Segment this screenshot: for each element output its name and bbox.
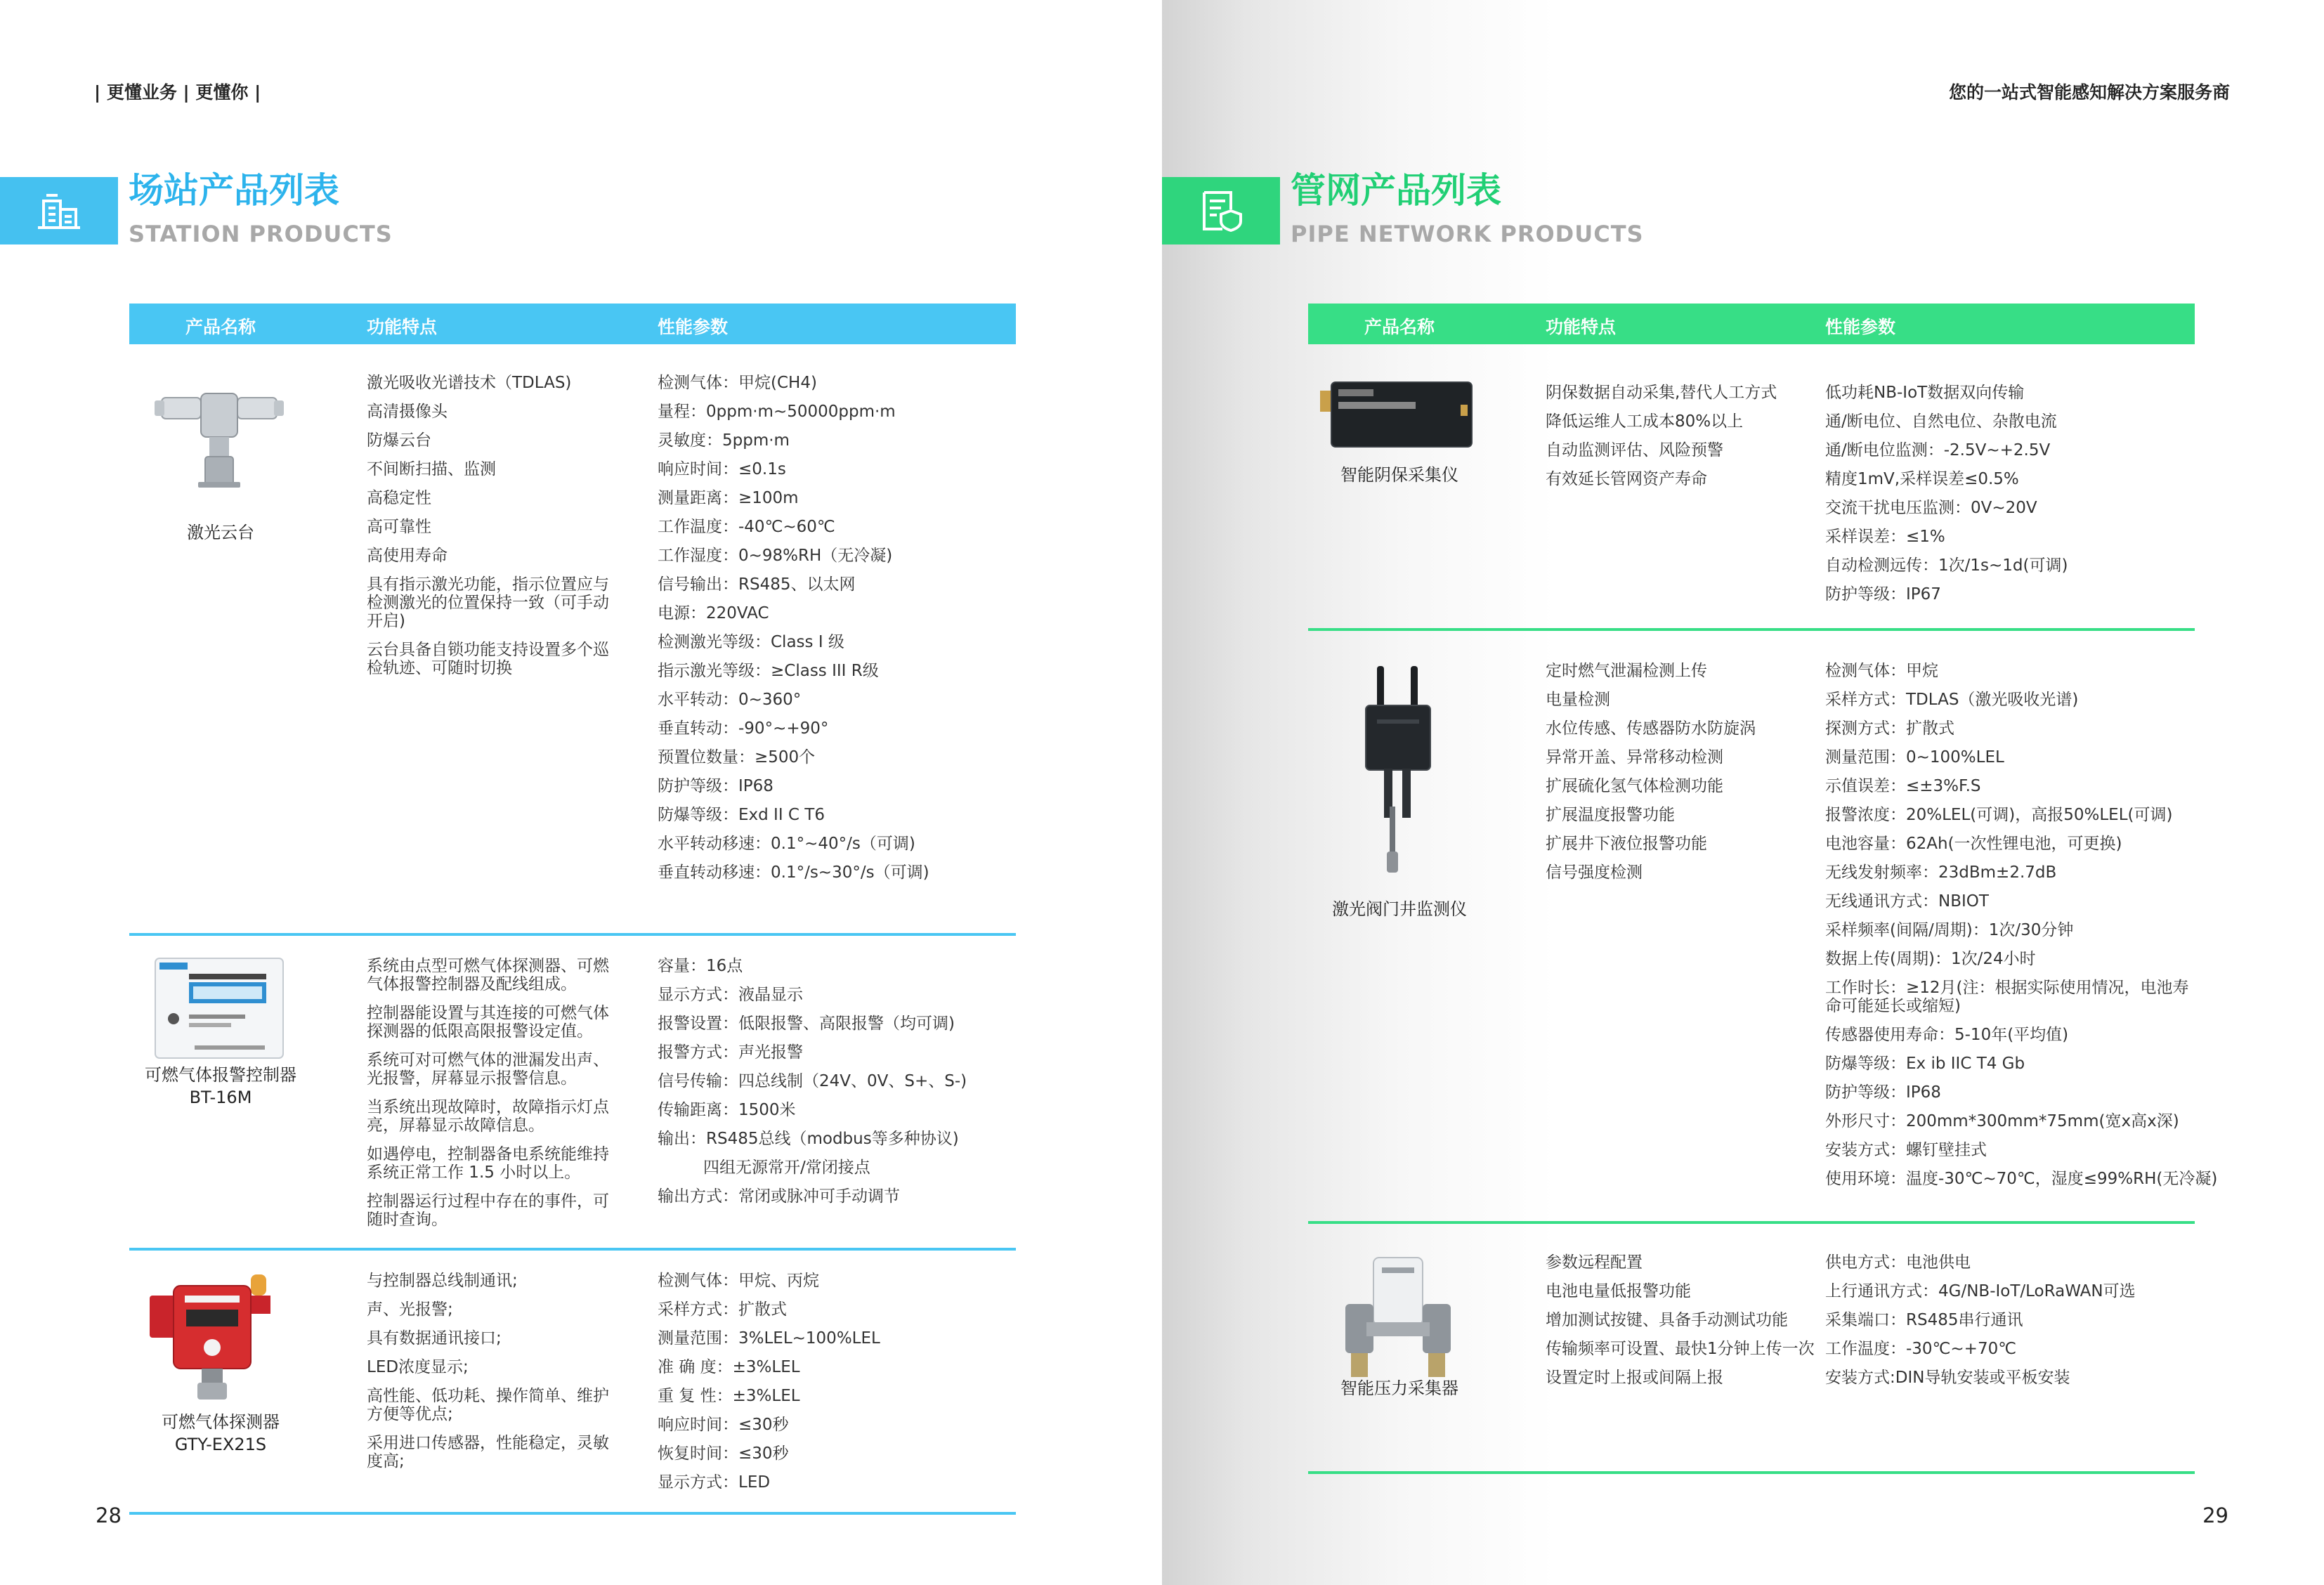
spec-list — [1825, 1253, 2195, 1397]
spec-item: 传输距离：1500米 — [658, 1101, 796, 1119]
spec-item: 测量范围：0~100%LEL — [1825, 748, 2004, 767]
feature-item: 增加测试按键、具备手动测试功能 — [1546, 1311, 1788, 1329]
spec-item: 显示方式：液晶显示 — [658, 986, 803, 1004]
feature-item: 自动监测评估、风险预警 — [1546, 441, 1723, 459]
spec-item: 通/断电位、自然电位、杂散电流 — [1825, 412, 2057, 431]
spec-item: 探测方式：扩散式 — [1825, 719, 1954, 738]
spec-item: 输出方式：常闭或脉冲可手动调节 — [658, 1187, 900, 1206]
product-model: BT-16M — [189, 1088, 252, 1107]
feature-item: 系统可对可燃气体的泄漏发出声、光报警，屏幕显示报警信息。 — [367, 1051, 609, 1088]
feature-item: 扩展硫化氢气体检测功能 — [1546, 777, 1723, 795]
station-section-icon-block — [0, 177, 118, 244]
feature-item: 设置定时上报或间隔上报 — [1546, 1369, 1723, 1387]
spec-item: 信号输出：RS485、以太网 — [658, 575, 856, 594]
spec-item: 采样方式：TDLAS（激光吸收光谱) — [1825, 691, 2079, 709]
spec-item: 示值误差：≤±3%F.S — [1825, 777, 1981, 795]
feature-item: 扩展井下液位报警功能 — [1546, 835, 1707, 853]
spec-item: 水平转动：0~360° — [658, 691, 802, 709]
product-model: GTY-EX21S — [174, 1435, 267, 1454]
spec-item: 通/断电位监测：-2.5V~+2.5V — [1825, 441, 2051, 459]
table-row — [1308, 344, 2195, 631]
feature-item: 水位传感、传感器防水防旋涡 — [1546, 719, 1756, 738]
spec-item: 采样误差：≤1% — [1825, 528, 1945, 546]
spec-item: 四组无源常开/常闭接点 — [703, 1159, 870, 1177]
spec-item: 检测气体：甲烷 — [1825, 662, 1938, 680]
spec-item: 自动检测远传：1次/1s~1d(可调) — [1825, 556, 2068, 575]
spec-item: 无线发射频率：23dBm±2.7dB — [1825, 863, 2057, 882]
column-header-name: 产品名称 — [1364, 317, 1435, 337]
product-name — [129, 1411, 312, 1456]
spec-item: 安装方式:DIN导轨安装或平板安装 — [1825, 1369, 2070, 1387]
pipe-section-icon-block — [1162, 177, 1280, 244]
column-header-features: 功能特点 — [367, 317, 438, 337]
spec-item: 采样频率(间隔/周期)：1次/30分钟 — [1825, 921, 2074, 939]
gas-alarm-controller-icon — [152, 955, 286, 1064]
feature-item: 防爆云台 — [367, 431, 431, 450]
feature-item: 异常开盖、异常移动检测 — [1546, 748, 1723, 767]
spec-item: 无线通讯方式：NBIOT — [1825, 892, 1989, 911]
spec-item: 低功耗NB-IoT数据双向传输 — [1825, 384, 2025, 402]
spec-item: 上行通讯方式：4G/NB-IoT/LoRaWAN可选 — [1825, 1282, 2136, 1300]
product-name-line: 可燃气体探测器 — [162, 1412, 280, 1432]
spec-item: 重 复 性：±3%LEL — [658, 1387, 800, 1405]
feature-item: 高可靠性 — [367, 518, 431, 536]
column-header-features: 功能特点 — [1546, 317, 1617, 337]
spec-item: 电源：220VAC — [658, 604, 769, 622]
building-icon — [37, 191, 81, 230]
feature-item: 云台具备自锁功能支持设置多个巡检轨迹、可随时切换 — [367, 641, 609, 677]
running-header: | 更懂业务 | 更懂你 | — [94, 82, 261, 103]
spec-item: 预置位数量：≥500个 — [658, 748, 816, 767]
spec-item: 量程：0ppm·m~50000ppm·m — [658, 403, 896, 421]
feature-list — [1546, 662, 1820, 892]
spec-item: 检测激光等级：Class I 级 — [658, 633, 844, 651]
table-header — [129, 304, 1016, 344]
spec-item: 指示激光等级：≥Class III R级 — [658, 662, 879, 680]
feature-item: 不间断扫描、监测 — [367, 460, 496, 478]
table-row — [1308, 1224, 2195, 1474]
feature-item: 阴保数据自动采集,替代人工方式 — [1546, 384, 1777, 402]
spec-item: 垂直转动移速：0.1°/s~30°/s（可调) — [658, 863, 929, 882]
table-row — [129, 1251, 1016, 1515]
feature-item: 具有指示激光功能，指示位置应与检测激光的位置保持一致（可手动开启) — [367, 575, 609, 630]
spec-item: 报警浓度：20%LEL(可调)，高报50%LEL(可调) — [1825, 806, 2173, 824]
spec-list — [658, 957, 1009, 1216]
spec-item: 工作温度：-40℃~60℃ — [658, 518, 835, 536]
cathodic-protection-collector-icon — [1317, 377, 1479, 457]
spec-item: 灵敏度：5ppm·m — [658, 431, 790, 450]
product-name-line: 激光阀门井监测仪 — [1332, 899, 1467, 919]
table-row — [129, 344, 1016, 936]
section-title: 管网产品列表 — [1291, 170, 1501, 211]
spec-list — [658, 374, 1009, 892]
product-name — [129, 1064, 312, 1109]
feature-item: 激光吸收光谱技术（TDLAS) — [367, 374, 572, 392]
spec-item: 垂直转动：-90°~+90° — [658, 719, 829, 738]
feature-list — [367, 957, 620, 1239]
spec-item: 报警设置：低限报警、高限报警（均可调) — [658, 1015, 955, 1033]
spec-item: 防护等级：IP67 — [1825, 585, 1941, 604]
feature-item: 扩展温度报警功能 — [1546, 806, 1675, 824]
feature-item: LED浓度显示; — [367, 1358, 469, 1376]
product-name-line: 可燃气体报警控制器 — [145, 1065, 296, 1085]
feature-item: 声、光报警; — [367, 1300, 453, 1319]
feature-item: 有效延长管网资产寿命 — [1546, 470, 1707, 488]
spec-list — [1825, 384, 2195, 614]
spec-item: 容量：16点 — [658, 957, 743, 975]
column-header-name: 产品名称 — [185, 317, 256, 337]
column-header-specs: 性能参数 — [1825, 317, 1896, 337]
section-subtitle: STATION PRODUCTS — [129, 221, 393, 247]
right-page — [1162, 0, 2324, 1585]
spec-item: 防护等级：IP68 — [1825, 1083, 1941, 1102]
feature-item: 信号强度检测 — [1546, 863, 1643, 882]
feature-item: 如遇停电，控制器备电系统能维持系统正常工作 1.5 小时以上。 — [367, 1145, 609, 1182]
spec-item: 数据上传(周期)：1次/24小时 — [1825, 950, 2036, 968]
spec-item: 水平转动移速：0.1°~40°/s（可调) — [658, 835, 915, 853]
feature-item: 定时燃气泄漏检测上传 — [1546, 662, 1707, 680]
product-name — [1308, 898, 1491, 920]
feature-item: 参数远程配置 — [1546, 1253, 1643, 1272]
running-header: 您的一站式智能感知解决方案服务商 — [1948, 82, 2230, 103]
table-row — [1308, 631, 2218, 1224]
spec-item: 工作温度：-30℃~+70℃ — [1825, 1340, 2017, 1358]
document-shield-icon — [1199, 190, 1243, 232]
feature-item: 当系统出现故障时，故障指示灯点亮，屏幕显示故障信息。 — [367, 1098, 609, 1135]
column-header-specs: 性能参数 — [658, 317, 729, 337]
laser-ptz-camera-icon — [149, 384, 289, 492]
spec-item: 输出：RS485总线（modbus等多种协议) — [658, 1130, 959, 1148]
section-title: 场站产品列表 — [129, 170, 339, 211]
feature-item: 高性能、低功耗、操作简单、维护方便等优点; — [367, 1387, 609, 1423]
feature-item: 电量检测 — [1546, 691, 1610, 709]
product-name — [129, 521, 312, 544]
spec-list — [1825, 662, 2218, 1199]
product-name-line: 激光云台 — [187, 523, 254, 542]
spec-item: 报警方式：声光报警 — [658, 1043, 803, 1062]
feature-list — [1546, 1253, 1820, 1397]
feature-item: 系统由点型可燃气体探测器、可燃气体报警控制器及配线组成。 — [367, 957, 609, 993]
spec-item: 外形尺寸：200mm*300mm*75mm(宽x高x深) — [1825, 1112, 2179, 1130]
feature-list — [367, 374, 620, 688]
page-number: 28 — [96, 1504, 122, 1527]
feature-item: 高清摄像头 — [367, 403, 448, 421]
spec-item: 准 确 度：±3%LEL — [658, 1358, 800, 1376]
spec-item: 显示方式：LED — [658, 1473, 771, 1492]
spec-item: 安装方式：螺钉壁挂式 — [1825, 1141, 1987, 1159]
gas-detector-icon — [145, 1270, 293, 1407]
feature-item: 电池电量低报警功能 — [1546, 1282, 1691, 1300]
spec-item: 响应时间：≤30秒 — [658, 1416, 789, 1434]
feature-item: 控制器运行过程中存在的事件，可随时查询。 — [367, 1192, 609, 1229]
feature-item: 控制器能设置与其连接的可燃气体探测器的低限高限报警设定值。 — [367, 1004, 609, 1041]
spec-item: 采集端口：RS485串行通讯 — [1825, 1311, 2023, 1329]
product-name — [1308, 1377, 1491, 1400]
spec-item: 恢复时间：≤30秒 — [658, 1444, 789, 1463]
feature-item: 高稳定性 — [367, 489, 431, 507]
pressure-collector-icon — [1338, 1255, 1458, 1384]
product-name-line: 智能压力采集器 — [1340, 1378, 1458, 1398]
section-subtitle: PIPE NETWORK PRODUCTS — [1291, 221, 1644, 247]
feature-item: 降低运维人工成本80%以上 — [1546, 412, 1744, 431]
spec-item: 电池容量：62Ah(一次性锂电池，可更换) — [1825, 835, 2122, 853]
spec-item: 交流干扰电压监测：0V~20V — [1825, 499, 2037, 517]
page-number: 29 — [2202, 1504, 2228, 1527]
feature-list — [1546, 384, 1820, 499]
spec-list — [658, 1272, 1009, 1502]
spec-item: 精度1mV,采样误差≤0.5% — [1825, 470, 2019, 488]
laser-valve-well-monitor-icon — [1356, 666, 1440, 880]
feature-item: 与控制器总线制通讯; — [367, 1272, 518, 1290]
spec-item: 信号传输：四总线制（24V、0V、S+、S-) — [658, 1072, 967, 1090]
spec-item: 防爆等级：Exd II C T6 — [658, 806, 825, 824]
spec-item: 使用环境：温度-30℃~70℃，湿度≤99%RH(无冷凝) — [1825, 1170, 2218, 1188]
table-header — [1308, 304, 2195, 344]
product-name-line: 智能阴保采集仪 — [1340, 465, 1458, 485]
spec-item: 测量距离：≥100m — [658, 489, 799, 507]
pipe-products-table — [1308, 304, 2218, 1474]
spec-item: 检测气体：甲烷、丙烷 — [658, 1272, 819, 1290]
spec-item: 测量范围：3%LEL~100%LEL — [658, 1329, 880, 1348]
spec-item: 响应时间：≤0.1s — [658, 460, 786, 478]
feature-item: 采用进口传感器，性能稳定，灵敏度高; — [367, 1434, 609, 1470]
spec-item: 采样方式：扩散式 — [658, 1300, 787, 1319]
feature-item: 具有数据通讯接口; — [367, 1329, 502, 1348]
table-row — [129, 936, 1016, 1251]
spec-item: 工作时长：≥12月(注：根据实际使用情况，电池寿命可能延长或缩短) — [1825, 979, 2189, 1015]
feature-list — [367, 1272, 620, 1481]
spec-item: 供电方式：电池供电 — [1825, 1253, 1971, 1272]
station-products-table — [129, 304, 1016, 1515]
feature-item: 高使用寿命 — [367, 547, 448, 565]
spec-item: 工作湿度：0~98%RH（无冷凝) — [658, 547, 893, 565]
spec-item: 防护等级：IP68 — [658, 777, 773, 795]
product-name — [1308, 464, 1491, 486]
spec-item: 防爆等级：Ex ib IIC T4 Gb — [1825, 1055, 2025, 1073]
spec-item: 检测气体：甲烷(CH4) — [658, 374, 817, 392]
feature-item: 传输频率可设置、最快1分钟上传一次 — [1546, 1340, 1815, 1358]
spec-item: 传感器使用寿命：5-10年(平均值) — [1825, 1026, 2069, 1044]
